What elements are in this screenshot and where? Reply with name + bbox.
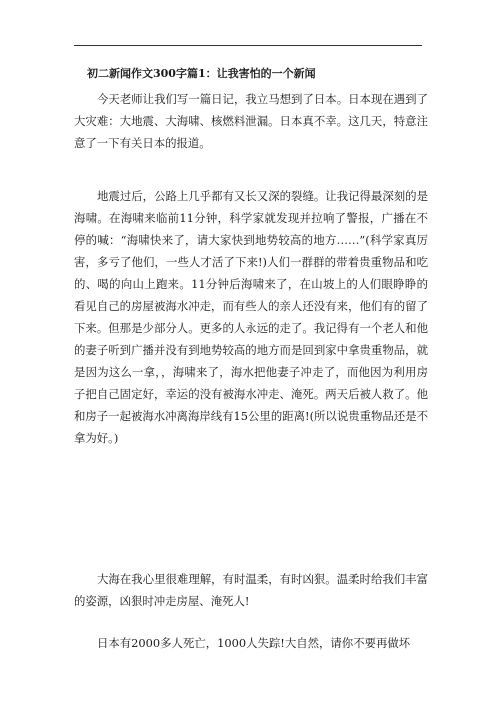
article-title: 初二新闻作文300字篇1：让我害怕的一个新闻 [87, 67, 316, 80]
paragraph-tsunami: 地震过后，公路上几乎都有又长又深的裂缝。让我记得最深刻的是海啸。在海啸来临前11分钟，科学家就发现并拉响了警报，广播在不停的喊：“海啸快来了，请大家快到地势较高的地方……”(科学家真厉害，多亏了他们，一些人才活了下来!)人们一群群的带着贵重物品和吃的、喝的向山上跑来。11分钟后海啸来了，在山坡上的人们眼睁睁的看见自己的房屋被海水冲走，而有些人的亲人还没有来，他们有的留了下来。但那是少部分人。更多的人永远的走了。我记得有一个老人和他的妻子听到广播并没有到地势较高的地方而是回到家中拿贵重物品，就是因为这么一拿，，海啸来了，海水把他妻子冲走了，而他因为利用房子把自己固定好，幸运的没有被海水冲走、淹死。两天后被人救了。他和房子一起被海水冲离海岸线有15公里的距离!(所以说贵重物品还是不拿为好。) [74, 189, 428, 445]
header-rule [74, 45, 422, 46]
paragraph-casualties: 日本有2000多人死亡，1000人失踪!大自然，请你不要再做坏 [97, 636, 411, 650]
paragraph-intro: 今天老师让我们写一篇日记，我立马想到了日本。日本现在遇到了大灾难：大地震、大海啸、核燃料泄漏。日本真不幸。这几天，特意注意了一下有关日本的报道。 [74, 92, 428, 150]
paragraph-sea: 大海在我心里很难理解，有时温柔，有时凶狠。温柔时给我们丰富的姿源，凶狠时冲走房屋、淹死人! [74, 572, 428, 608]
